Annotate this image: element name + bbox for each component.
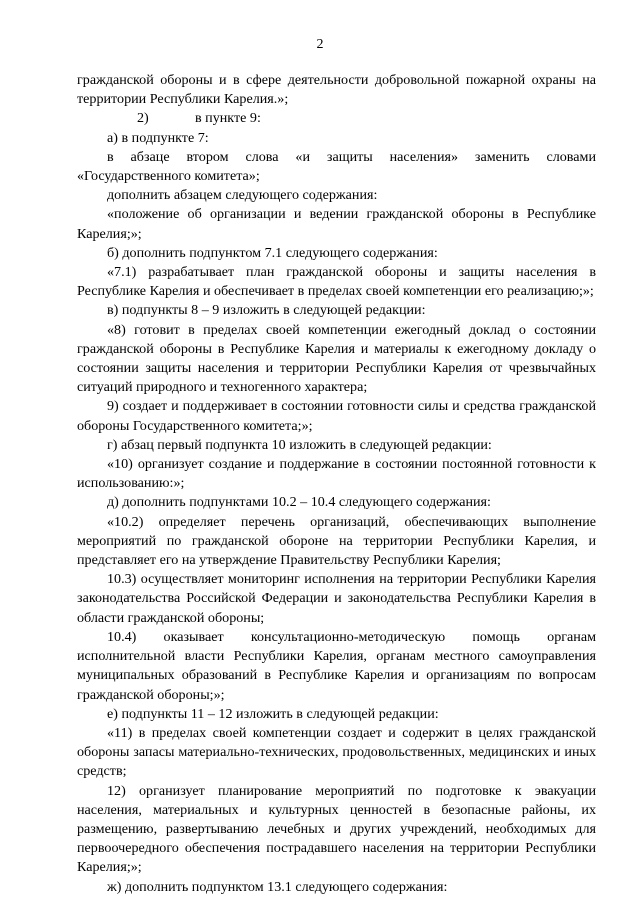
paragraph: «положение об организации и ведении гражданской обороны в Республике Карелия;»; xyxy=(77,206,596,242)
paragraph: «7.1) разрабатывает план гражданской обороны и защиты населения в Республике Карелия и обеспечивает в пределах своей компетенции его реализацию;»; xyxy=(77,264,596,300)
paragraph: д) дополнить подпунктами 10.2 – 10.4 следующего содержания: xyxy=(107,494,491,511)
paragraph: «10) организует создание и поддержание в состоянии постоянной готовности к использованию:»; xyxy=(77,456,596,492)
paragraph: гражданской обороны и в сфере деятельности добровольной пожарной охраны на территории Республики Карелия.»; xyxy=(77,72,596,108)
paragraph: «11) в пределах своей компетенции создает и содержит в целях гражданской обороны запасы материально-технических, продовольственных, медицинских и иных средств; xyxy=(77,724,596,780)
paragraph: «8) готовит в пределах своей компетенции ежегодный доклад о состоянии гражданской обороны в Республике Карелия и материалы к ежегодному докладу о состоянии защиты населения и территории Республики Карелия от чрезвычайных ситуаций природного и техногенного характера; xyxy=(77,321,596,396)
paragraph: дополнить абзацем следующего содержания: xyxy=(107,187,378,204)
paragraph: г) абзац первый подпункта 10 изложить в следующей редакции: xyxy=(107,436,492,453)
item-text: в пункте 9: xyxy=(195,110,261,127)
paragraph: 10.4) оказывает консультационно-методическую помощь органам исполнительной власти Республики Карелия, органам местного самоуправления муниципальных образований в Республике Карелия и организациям по вопросам гражданской обороны;»; xyxy=(77,628,596,703)
paragraph: а) в подпункте 7: xyxy=(107,129,209,146)
paragraph: 9) создает и поддерживает в состоянии готовности силы и средства гражданской обороны Государственного комитета;»; xyxy=(77,398,596,434)
paragraph: 12) организует планирование мероприятий по подготовке к эвакуации населения, материальных и культурных ценностей в безопасные районы, их размещению, развертыванию лечебных и других учреждений, необходимых для первоочередного обеспечения пострадавшего населения на территории Республики Карелия;»; xyxy=(77,782,596,876)
paragraph: в абзаце втором слова «и защиты населения» заменить словами «Государственного комитета»; xyxy=(77,148,596,185)
paragraph: «10.2) определяет перечень организаций, обеспечивающих выполнение мероприятий по гражданской обороне на территории Республики Карелия, и представляет его на утверждение Правительству Республики Карелия; xyxy=(77,513,596,569)
page-number: 2 xyxy=(316,37,324,52)
paragraph: ж) дополнить подпунктом 13.1 следующего содержания: xyxy=(107,878,448,895)
paragraph: б) дополнить подпунктом 7.1 следующего содержания: xyxy=(107,244,438,261)
item-number: 2) xyxy=(137,110,149,127)
paragraph: е) подпункты 11 – 12 изложить в следующей редакции: xyxy=(107,705,439,722)
paragraph: 10.3) осуществляет мониторинг исполнения на территории Республики Карелия законодательства Российской Федерации и законодательства Республики Карелия в области гражданской обороны; xyxy=(77,571,596,626)
document-body xyxy=(77,71,596,897)
paragraph xyxy=(77,109,596,128)
paragraph: в) подпункты 8 – 9 изложить в следующей редакции: xyxy=(107,302,426,319)
